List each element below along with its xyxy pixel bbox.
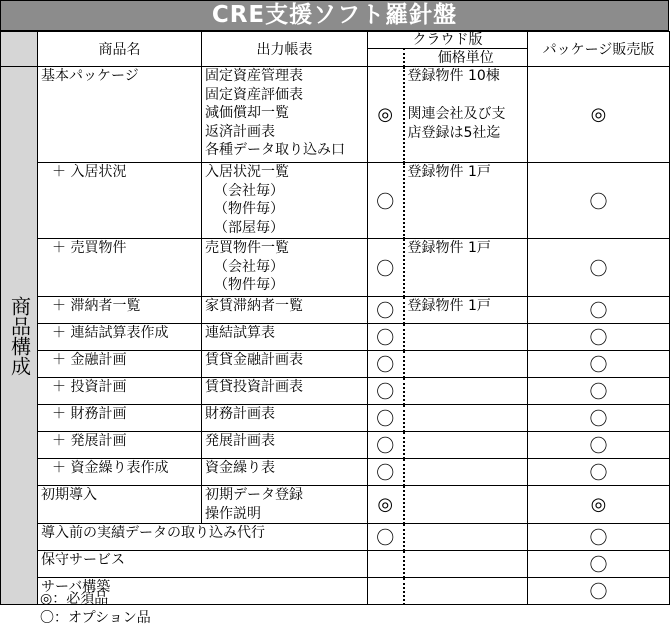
package-mark: 〇 — [528, 405, 670, 432]
output-form-line: （部屋毎） — [214, 219, 284, 236]
price-unit-cell — [404, 578, 528, 605]
output-form-line: 減価償却一覧 — [205, 105, 289, 122]
legend — [40, 590, 151, 628]
price-unit-cell — [404, 432, 528, 459]
legend-option: 〇：オプション品 — [40, 610, 151, 626]
output-form-line: 賃貸金融計画表 — [205, 352, 303, 368]
price-unit-cell — [404, 351, 528, 378]
package-mark: 〇 — [528, 524, 670, 551]
output-forms-cell — [202, 378, 368, 405]
price-line — [408, 86, 528, 105]
table-row — [1, 486, 670, 524]
product-name-cell: 初期導入 — [38, 486, 202, 524]
output-forms-cell — [202, 432, 368, 459]
price-unit-cell — [404, 486, 528, 524]
package-mark: ◎ — [528, 486, 670, 524]
output-form-line: （会社毎） — [214, 258, 284, 275]
table-row — [1, 324, 670, 351]
output-form-line: 発展計画表 — [205, 433, 275, 449]
table-row — [1, 432, 670, 459]
package-mark: 〇 — [528, 551, 670, 578]
price-unit-cell — [404, 551, 528, 578]
package-mark: 〇 — [528, 239, 670, 297]
cloud-mark: 〇 — [368, 163, 404, 239]
table-row — [1, 163, 670, 239]
output-forms-cell — [202, 239, 368, 297]
price-unit-cell — [404, 163, 528, 239]
price-unit-cell — [404, 239, 528, 297]
cloud-mark: ◎ — [368, 486, 404, 524]
side-label: 商品構成 — [1, 67, 38, 605]
price-unit-cell — [404, 524, 528, 551]
table-row — [1, 67, 670, 163]
package-mark: 〇 — [528, 578, 670, 605]
table-row — [1, 459, 670, 486]
price-unit-cell — [404, 459, 528, 486]
table-row — [1, 297, 670, 324]
cloud-mark: 〇 — [368, 351, 404, 378]
table-row — [1, 551, 670, 578]
output-form-line: 資金繰り表 — [205, 460, 275, 476]
price-line: 関連会社及び支 — [407, 106, 506, 122]
product-name-cell: 保守サービス — [38, 551, 368, 578]
legend-required: ◎：必須品 — [40, 591, 109, 607]
product-name-cell: ＋ 財務計画 — [38, 405, 202, 432]
output-form-line: 操作説明 — [205, 505, 261, 522]
price-line: 登録物件 10棟 — [407, 68, 500, 84]
package-mark: 〇 — [528, 378, 670, 405]
price-unit-cell — [404, 297, 528, 324]
header-package: パッケージ販売版 — [528, 32, 670, 67]
product-name-cell: ＋ 金融計画 — [38, 351, 202, 378]
output-forms-cell — [202, 324, 368, 351]
output-form-line: （物件毎） — [214, 201, 284, 218]
header-cloud: クラウド版 — [368, 32, 528, 49]
cloud-mark: 〇 — [368, 239, 404, 297]
cloud-mark: 〇 — [368, 324, 404, 351]
package-mark: 〇 — [528, 324, 670, 351]
table-row — [1, 405, 670, 432]
output-form-line: 返済計画表 — [205, 123, 275, 140]
table-row — [1, 239, 670, 297]
price-unit-cell — [404, 378, 528, 405]
price-line: 登録物件 1戸 — [407, 240, 491, 256]
table-row — [1, 351, 670, 378]
output-forms-cell — [202, 297, 368, 324]
product-name-cell: ＋ 入居状況 — [38, 163, 202, 239]
cloud-mark: 〇 — [368, 297, 404, 324]
cloud-mark: 〇 — [368, 432, 404, 459]
product-name-cell: ＋ 資金繰り表作成 — [38, 459, 202, 486]
header-cloud-mark-blank — [368, 49, 404, 67]
cloud-mark: 〇 — [368, 459, 404, 486]
product-name-cell: ＋ 投資計画 — [38, 378, 202, 405]
product-name-cell: ＋ 売買物件 — [38, 239, 202, 297]
cloud-mark: ◎ — [368, 67, 404, 163]
cloud-mark: 〇 — [368, 378, 404, 405]
header-unit-price: 価格単位 — [404, 49, 528, 67]
price-line — [408, 486, 528, 505]
price-unit-cell — [404, 324, 528, 351]
price-line — [408, 378, 528, 397]
cloud-mark: 〇 — [368, 524, 404, 551]
output-form-line: （会社毎） — [214, 182, 284, 199]
product-name-cell: ＋ 滞納者一覧 — [38, 297, 202, 324]
page-title: CRE支援ソフト羅針盤 — [0, 0, 669, 31]
package-mark: 〇 — [528, 297, 670, 324]
output-form-line: 入居状況一覧 — [205, 164, 289, 180]
product-name-cell: 基本パッケージ — [38, 67, 202, 163]
price-line — [408, 324, 528, 343]
header-output-forms: 出力帳表 — [202, 32, 368, 67]
package-mark: ◎ — [528, 67, 670, 163]
output-forms-cell — [202, 459, 368, 486]
price-line — [408, 459, 528, 478]
output-form-line: 固定資産評価表 — [205, 86, 303, 103]
product-name-cell: ＋ 発展計画 — [38, 432, 202, 459]
package-mark: 〇 — [528, 163, 670, 239]
price-unit-cell — [404, 405, 528, 432]
output-form-line: 連結試算表 — [205, 325, 275, 341]
output-forms-cell — [202, 351, 368, 378]
output-form-line: 財務計画表 — [205, 406, 275, 422]
cloud-mark: 〇 — [368, 405, 404, 432]
price-line — [408, 351, 528, 370]
output-form-line: 売買物件一覧 — [205, 240, 289, 256]
table-row — [1, 524, 670, 551]
output-forms-cell — [202, 67, 368, 163]
side-header-blank — [1, 32, 38, 67]
price-line — [408, 405, 528, 424]
product-name-cell: ＋ 連結試算表作成 — [38, 324, 202, 351]
product-table — [0, 31, 670, 605]
output-forms-cell — [202, 486, 368, 524]
price-line: 登録物件 1戸 — [407, 298, 491, 314]
package-mark: 〇 — [528, 459, 670, 486]
output-forms-cell — [202, 163, 368, 239]
package-mark: 〇 — [528, 432, 670, 459]
cloud-mark — [368, 551, 404, 578]
output-form-line: 賃貸投資計画表 — [205, 379, 303, 395]
output-forms-cell — [202, 405, 368, 432]
product-name-cell: 導入前の実績データの取り込み代行 — [38, 524, 368, 551]
price-unit-cell — [404, 67, 528, 163]
price-line: 店登録は5社迄 — [407, 125, 501, 141]
product-name-cell: サーバ構築 — [38, 578, 368, 605]
table-row — [1, 378, 670, 405]
output-form-line: 固定資産管理表 — [205, 68, 303, 84]
price-line: 登録物件 1戸 — [407, 164, 491, 180]
output-form-line: 各種データ取り込み口 — [205, 142, 345, 159]
package-mark: 〇 — [528, 351, 670, 378]
cloud-mark — [368, 578, 404, 605]
output-form-line: 家賃滞納者一覧 — [205, 298, 303, 314]
output-form-line: （物件毎） — [214, 277, 284, 294]
output-form-line: 初期データ登録 — [205, 487, 303, 503]
price-line — [408, 432, 528, 451]
header-product-name: 商品名 — [38, 32, 202, 67]
